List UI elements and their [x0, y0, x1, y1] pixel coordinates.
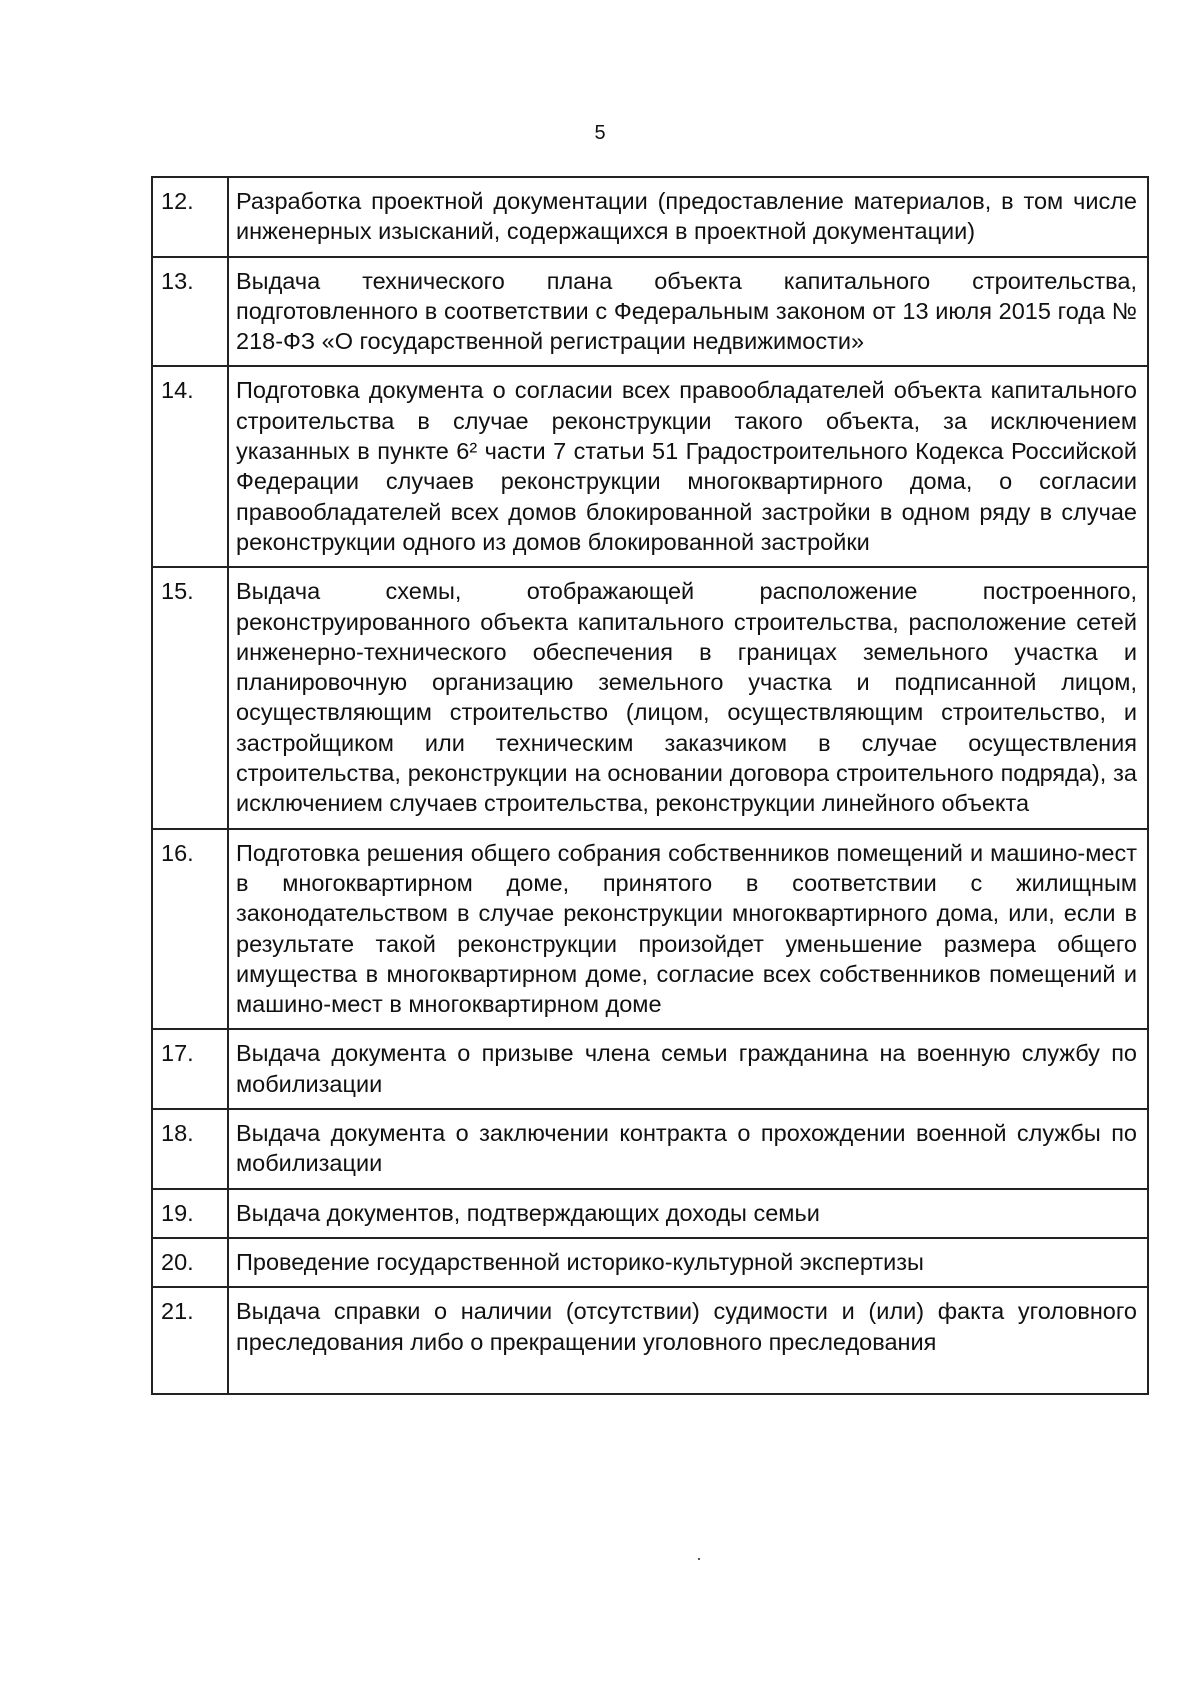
row-number: 17.	[152, 1029, 228, 1109]
table-row	[152, 567, 1148, 828]
table-row	[152, 1189, 1148, 1238]
row-number: 21.	[152, 1287, 228, 1394]
table-row	[152, 829, 1148, 1030]
row-text: Выдача документов, подтверждающих доходы семьи	[228, 1189, 1148, 1238]
row-text: Выдача схемы, отображающей расположение построенного, реконструированного объекта капитального строительства, расположение сетей инженерно-технического обеспечения в границах земельного участка и планировочную организацию земельного участка и подписанной лицом, осуществляющим строительство (лицом, осуществляющим строительство, и застройщиком или техническим заказчиком в случае осуществления строительства, реконструкции на основании договора строительного подряда), за исключением случаев строительства, реконструкции линейного объекта	[228, 567, 1148, 828]
row-text: Подготовка документа о согласии всех правообладателей объекта капитального строительства в случае реконструкции такого объекта, за исключением указанных в пункте 6² части 7 статьи 51 Градостроительного Кодекса Российской Федерации случаев реконструкции многоквартирного дома, о согласии правообладателей всех домов блокированной застройки в одном ряду в случае реконструкции одного из домов блокированной застройки	[228, 366, 1148, 567]
row-text: Выдача технического плана объекта капитального строительства, подготовленного в соответствии с Федеральным законом от 13 июля 2015 года № 218-ФЗ «О государственной регистрации недвижимости»	[228, 257, 1148, 367]
table-row	[152, 1287, 1148, 1394]
table-row	[152, 177, 1148, 257]
row-number: 12.	[152, 177, 228, 257]
table-row	[152, 1238, 1148, 1287]
row-number: 19.	[152, 1189, 228, 1238]
page-number: 5	[594, 122, 606, 144]
row-number: 13.	[152, 257, 228, 367]
row-number: 14.	[152, 366, 228, 567]
scan-speck	[698, 1558, 700, 1560]
row-text: Подготовка решения общего собрания собственников помещений и машино-мест в многоквартирном доме, принятого в соответствии с жилищным законодательством в случае реконструкции многоквартирного дома, или, если в результате такой реконструкции произойдет уменьшение размера общего имущества в многоквартирном доме, согласие всех собственников помещений и машино-мест в многоквартирном доме	[228, 829, 1148, 1030]
row-text: Выдача документа о призыве члена семьи гражданина на военную службу по мобилизации	[228, 1029, 1148, 1109]
services-table	[151, 176, 1149, 1395]
row-text: Выдача справки о наличии (отсутствии) судимости и (или) факта уголовного преследования либо о прекращении уголовного преследования	[228, 1287, 1148, 1394]
row-number: 20.	[152, 1238, 228, 1287]
table-row	[152, 257, 1148, 367]
row-number: 15.	[152, 567, 228, 828]
row-text: Выдача документа о заключении контракта о прохождении военной службы по мобилизации	[228, 1109, 1148, 1189]
row-text: Разработка проектной документации (предоставление материалов, в том числе инженерных изысканий, содержащихся в проектной документации)	[228, 177, 1148, 257]
table-row	[152, 1029, 1148, 1109]
table-row	[152, 1109, 1148, 1189]
table-row	[152, 366, 1148, 567]
row-number: 18.	[152, 1109, 228, 1189]
row-number: 16.	[152, 829, 228, 1030]
row-text: Проведение государственной историко-культурной экспертизы	[228, 1238, 1148, 1287]
